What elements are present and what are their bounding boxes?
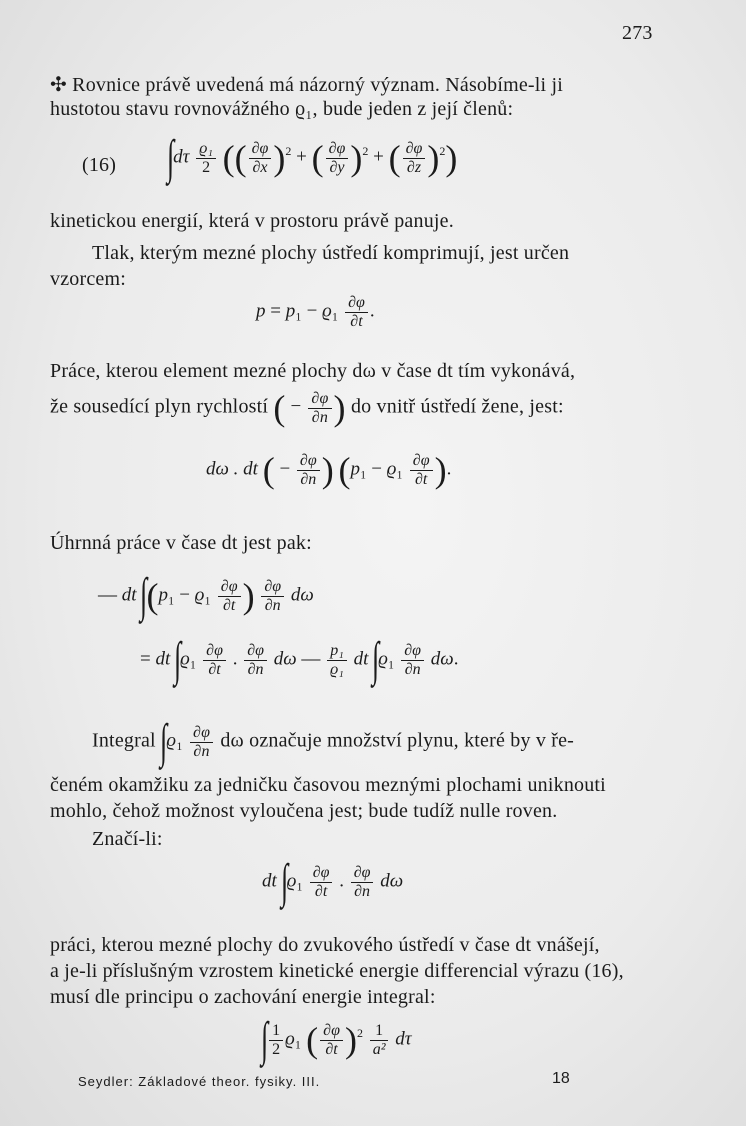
text-line-4: Tlak, kterým mezné plochy ústředí komprimují, jest určen [92,242,570,264]
text-line-8: Úhrnná práce v čase dt jest pak: [50,532,312,554]
text-line-12: Značí-li: [92,828,163,850]
energy-integral-equation: ∫ $\frac{1}{2}$ ϱ₁ ( $\frac{\partial\varphi}{\partial t}$ )$^2$ $\frac{1}{\text{a²}}$ dτ [260,1013,412,1066]
text-line-9: Integral ∫ϱ₁ $\frac{\partial\varphi}{\partial n}$ dω označuje množství plynu, které by v ře- [92,715,575,768]
text-line-3: kinetickou energií, která v prostoru právě panuje. [50,210,454,232]
text-line-10: čeném okamžiku za jedničku časovou meznými plochami uniknouti [50,774,606,796]
pressure-equation: p = p₁ − ϱ₁ $\frac{\partial\varphi}{\partial t}$ . [256,294,375,330]
text-line-14: a je-li příslušným vzrostem kinetické energie differencial výrazu (16), [50,960,624,982]
work-element-equation: dω . dt ( − $\frac{\partial\varphi}{\partial n}$ ) (p₁ − ϱ₁ $\frac{\partial\varphi}{\partial t}$ ). [206,450,452,491]
text-line-11: mohlo, čehož možnost vyloučena jest; bude tudíž nulle roven. [50,800,558,822]
text-line-6: Práce, kterou element mezné plochy dω v čase dt tím vykonává, [50,360,576,382]
text-line-15: musí dle principu o zachování energie integral: [50,986,436,1008]
text-line-7: že sousedící plyn rychlostí ( − $\frac{\partial\varphi}{\partial n}$ ) do vnitř ústředí žene, jest: [50,388,564,429]
equation-16 [50,130,690,200]
page-number: 273 [622,22,653,44]
signature-mark: 18 [552,1070,570,1087]
text-line-2: hustotou stavu rovnovážného ϱ₁, bude jeden z její členů: [50,98,514,120]
text-line-13: práci, kterou mezné plochy do zvukového ústředí v čase dt vnášejí, [50,934,600,956]
text-line-5: vzorcem: [50,268,127,290]
total-work-equation-line-1: — dt ∫(p₁ − ϱ₁ $\frac{\partial\varphi}{\partial t}$ ) $\frac{\partial\varphi}{\partial n}$ dω [98,569,314,622]
equation-label: (16) [82,154,117,176]
paragraph-mark-icon: ✣ [50,74,73,96]
text-line-1: ✣ Rovnice právě uvedená má názorný význam. Násobíme-li ji [50,74,564,96]
work-definition-equation: dt ∫ϱ₁ $\frac{\partial\varphi}{\partial t}$ . $\frac{\partial\varphi}{\partial n}$ dω [262,855,404,908]
footer-book-title: Seydler: Základové theor. fysiky. III. [78,1074,321,1089]
equation-16-body: ∫dτ $\frac{\text{ϱ₁}}{2}$ (( $\frac{\partial\varphi}{\partial x}$ )$^2$ + ( $\frac{\partial\varphi}{\partial y}$ )$^2$ + ( $\frac{\partial\varphi}{\partial z}$ )$^2$) [166,131,458,184]
total-work-equation-line-2: = dt ∫ϱ₁ $\frac{\partial\varphi}{\partial t}$ . $\frac{\partial\varphi}{\partial n}$ dω — $\frac{\text{p₁}}{\text{ϱ₁}}$ dt ∫ϱ₁ $\frac{\partial\varphi}{\partial n}$ dω. [140,633,459,686]
